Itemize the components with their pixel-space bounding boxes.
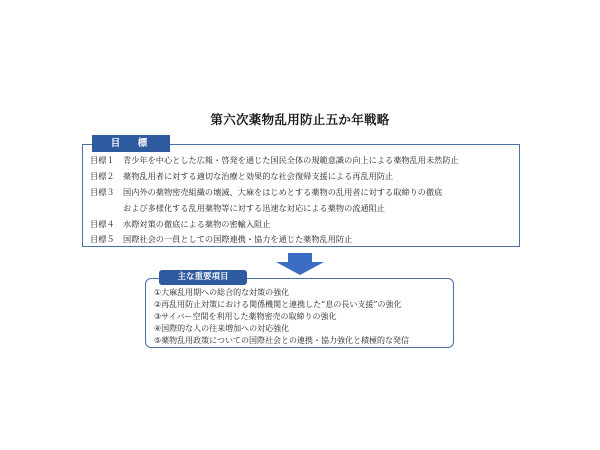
down-arrow-icon (276, 262, 324, 275)
goal-text: 国際社会の一員としての国際連携・協力を通じた薬物乱用防止 (123, 234, 353, 244)
goal-row-5 (90, 234, 352, 245)
goal-row-4 (90, 219, 270, 230)
goals-label: 目 標 (92, 135, 170, 152)
goal-number: 目標４ (90, 219, 115, 229)
goal-text: 薬物乱用者に対する適切な治療と効果的な社会復帰支援による再乱用防止 (123, 171, 394, 181)
key-item-5: ⑤薬物乱用政策についての国際社会との連携・協力強化と積極的な発信 (154, 336, 410, 345)
key-items-label: 主な重要項目 (159, 270, 247, 285)
key-item-2: ②再乱用防止対策における関係機関と連携した“息の長い支援”の強化 (154, 300, 402, 309)
goal-number: 目標１ (90, 155, 115, 165)
goal-number: 目標３ (90, 187, 115, 197)
goal-number: 目標５ (90, 234, 115, 244)
key-item-1: ①大麻乱用期への総合的な対策の強化 (154, 288, 290, 297)
goal-row-2 (90, 171, 393, 182)
goal-row-3-continued (90, 203, 385, 214)
goal-number: 目標２ (90, 171, 115, 181)
goal-text: および多様化する乱用薬物等に対する迅速な対応による薬物の流通阻止 (123, 203, 386, 213)
key-item-4: ④国際的な人の往来増加への対応強化 (154, 324, 290, 333)
goal-row-3 (90, 187, 442, 198)
goal-number (90, 203, 123, 214)
page-title: 第六次薬物乱用防止五か年戦略 (210, 112, 390, 127)
goal-row-1 (90, 155, 459, 166)
goal-text: 青少年を中心とした広報・啓発を通じた国民全体の規範意識の向上による薬物乱用未然防止 (123, 155, 459, 165)
goal-text: 水際対策の徹底による薬物の密輸入阻止 (123, 219, 271, 229)
goal-text: 国内外の薬物密売組織の壊滅、大麻をはじめとする薬物の乱用者に対する取締りの徹底 (123, 187, 443, 197)
key-item-3: ③サイバー空間を利用した薬物密売の取締りの強化 (154, 312, 337, 321)
